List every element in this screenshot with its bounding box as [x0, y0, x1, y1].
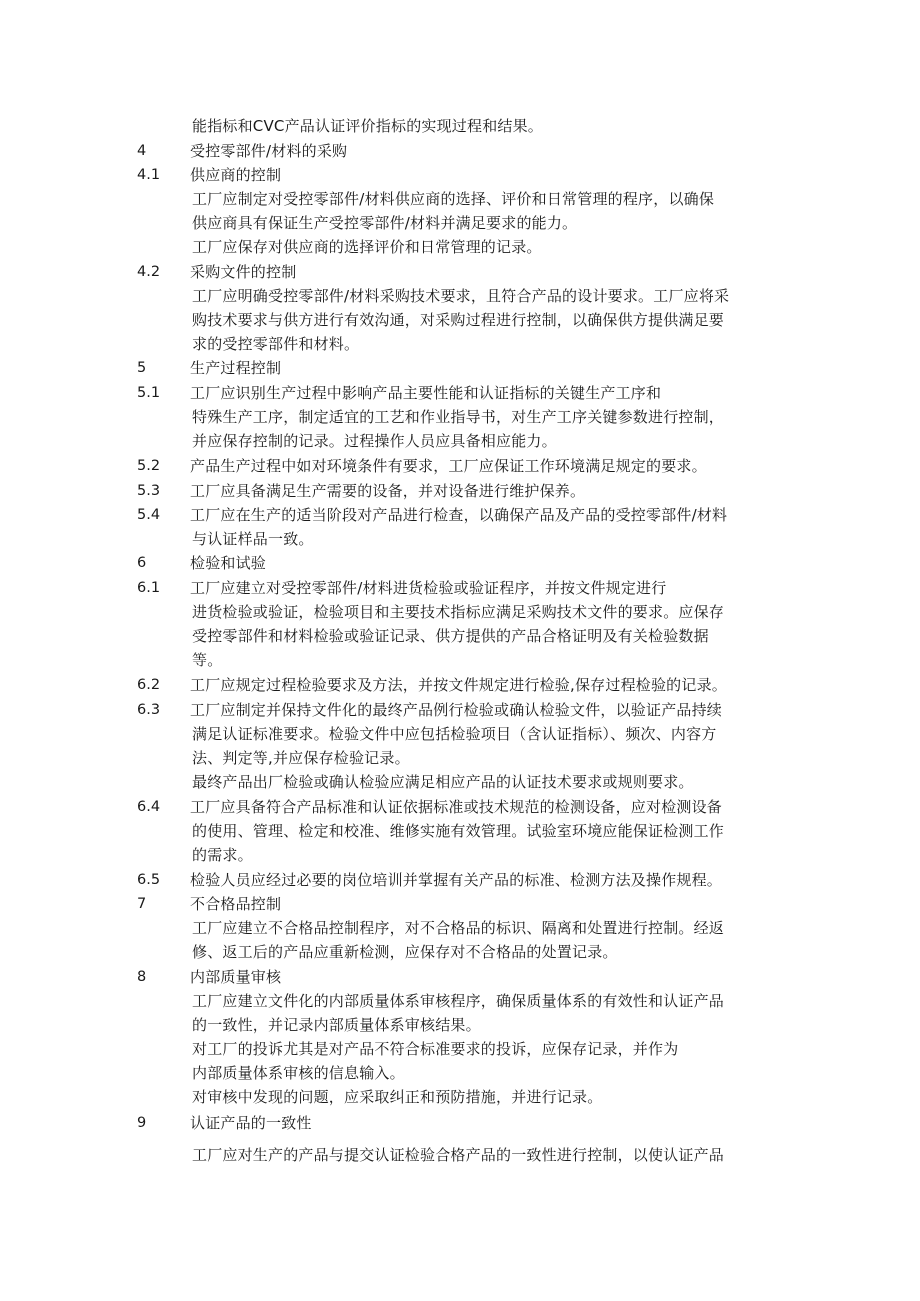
body-text-line: 的一致性，并记录内部质量体系审核结果。	[192, 1016, 481, 1034]
body-text-line: 满足认证标准要求。检验文件中应包括检验项目（含认证指标）、频次、内容方	[192, 725, 717, 743]
body-text-line: 工厂应保存对供应商的选择评价和日常管理的记录。	[192, 238, 542, 256]
section-number: 4	[137, 143, 147, 159]
body-text-line: 供应商具有保证生产受控零部件/材料并满足要求的能力。	[192, 214, 578, 232]
body-text-line: 工厂应识别生产过程中影响产品主要性能和认证指标的关键生产工序和	[190, 384, 662, 402]
section-number: 6.3	[137, 702, 161, 718]
body-text-line: 对工厂的投诉尤其是对产品不符合标准要求的投诉，应保存记录，并作为	[192, 1040, 679, 1058]
section-number: 6	[137, 555, 147, 571]
section-number: 4.1	[137, 167, 161, 183]
body-text-line: 产品生产过程中如对环境条件有要求，工厂应保证工作环境满足规定的要求。	[190, 457, 707, 475]
section-number: 7	[137, 896, 147, 912]
body-text-line: 工厂应规定过程检验要求及方法，并按文件规定进行检验,保存过程检验的记录。	[190, 676, 727, 694]
section-number: 5.3	[137, 483, 161, 499]
body-text-line: 能指标和CVC产品认证评价指标的实现过程和结果。	[192, 117, 544, 135]
section-number: 5	[137, 360, 147, 376]
body-text-line: 购技术要求与供方进行有效沟通，对采购过程进行控制，以确保供方提供满足要	[192, 311, 725, 329]
body-text-line: 与认证样品一致。	[192, 530, 314, 548]
section-heading: 检验和试验	[190, 554, 267, 572]
body-text-line: 的需求。	[192, 846, 253, 864]
section-heading: 不合格品控制	[190, 895, 282, 913]
body-text-line: 并应保存控制的记录。过程操作人员应具备相应能力。	[192, 432, 557, 450]
section-number: 6.1	[137, 580, 161, 596]
section-number: 5.2	[137, 458, 161, 474]
section-number: 5.4	[137, 507, 161, 523]
body-text-line: 工厂应具备符合产品标准和认证依据标准或技术规范的检测设备，应对检测设备	[190, 798, 723, 816]
section-heading: 生产过程控制	[190, 359, 282, 377]
section-number: 6.2	[137, 677, 161, 693]
body-text-line: 工厂应建立不合格品控制程序，对不合格品的标识、隔离和处置进行控制。经返	[192, 919, 725, 937]
body-text-line: 修、返工后的产品应重新检测，应保存对不合格品的处置记录。	[192, 943, 618, 961]
body-text-line: 特殊生产工序，制定适宜的工艺和作业指导书，对生产工序关键参数进行控制，	[192, 408, 725, 426]
body-text-line: 进货检验或验证，检验项目和主要技术指标应满足采购技术文件的要求。应保存	[192, 603, 725, 621]
body-text-line: 法、判定等,并应保存检验记录。	[192, 749, 410, 767]
body-text-line: 工厂应制定对受控零部件/材料供应商的选择、评价和日常管理的程序，以确保	[192, 190, 715, 208]
body-text-line: 求的受控零部件和材料。	[192, 335, 360, 353]
section-heading: 认证产品的一致性	[190, 1114, 312, 1132]
body-text-line: 工厂应建立文件化的内部质量体系审核程序，确保质量体系的有效性和认证产品	[192, 992, 725, 1010]
section-heading: 采购文件的控制	[190, 263, 297, 281]
body-text-line: 等。	[192, 651, 223, 669]
body-text-line: 对审核中发现的问题，应采取纠正和预防措施，并进行记录。	[192, 1088, 603, 1106]
body-text-line: 工厂应对生产的产品与提交认证检验合格产品的一致性进行控制，以使认证产品	[192, 1146, 725, 1164]
body-text-line: 的使用、管理、检定和校准、维修实施有效管理。试验室环境应能保证检测工作	[192, 822, 725, 840]
body-text-line: 工厂应制定并保持文件化的最终产品例行检验或确认检验文件，以验证产品持续	[190, 701, 723, 719]
section-heading: 供应商的控制	[190, 166, 282, 184]
section-number: 8	[137, 969, 147, 985]
section-number: 6.4	[137, 799, 161, 815]
body-text-line: 工厂应建立对受控零部件/材料进货检验或验证程序，并按文件规定进行	[190, 579, 667, 597]
body-text-line: 检验人员应经过必要的岗位培训并掌握有关产品的标准、检测方法及操作规程。	[190, 871, 723, 889]
section-number: 4.2	[137, 264, 161, 280]
body-text-line: 工厂应具备满足生产需要的设备，并对设备进行维护保养。	[190, 482, 586, 500]
body-text-line: 受控零部件和材料检验或验证记录、供方提供的产品合格证明及有关检验数据	[192, 627, 709, 645]
section-heading: 内部质量审核	[190, 968, 282, 986]
section-number: 5.1	[137, 385, 161, 401]
body-text-line: 内部质量体系审核的信息输入。	[192, 1064, 405, 1082]
body-text-line: 工厂应明确受控零部件/材料采购技术要求，且符合产品的设计要求。工厂应将采	[192, 287, 730, 305]
section-heading: 受控零部件/材料的采购	[190, 142, 348, 160]
body-text-line: 工厂应在生产的适当阶段对产品进行检查，以确保产品及产品的受控零部件/材料	[190, 506, 728, 524]
section-number: 9	[137, 1115, 147, 1131]
section-number: 6.5	[137, 872, 161, 888]
body-text-line: 最终产品出厂检验或确认检验应满足相应产品的认证技术要求或规则要求。	[192, 773, 694, 791]
